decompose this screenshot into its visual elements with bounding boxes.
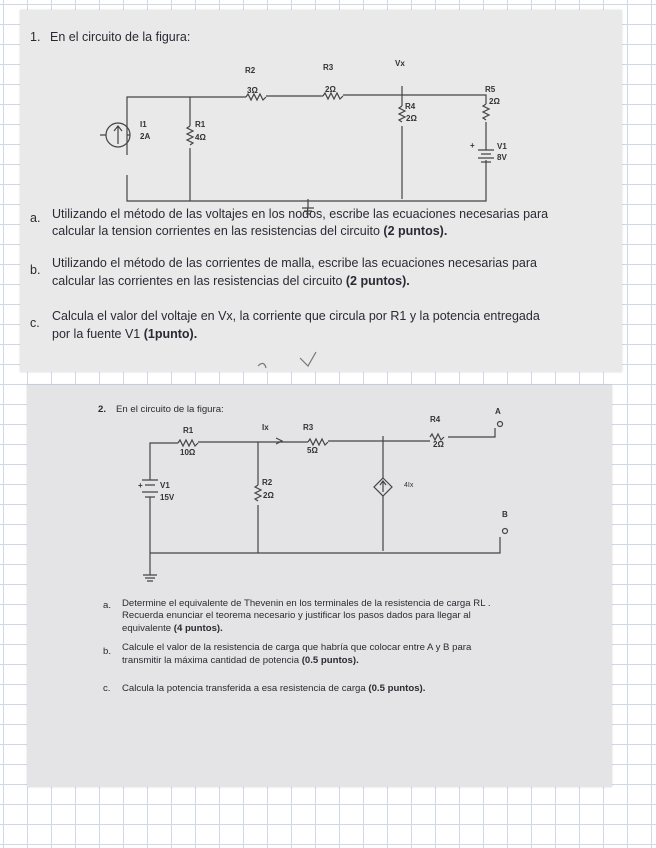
label: V1 (497, 142, 507, 151)
item-text: Utilizando el método de las corrientes de malla, escribe las ecuaciones necesarias para (52, 256, 537, 270)
terminal-b (503, 529, 508, 534)
label: V1 (160, 481, 170, 490)
label: 4Ω (195, 133, 206, 142)
problem2-number: 2. (98, 404, 107, 415)
label: R5 (485, 85, 496, 94)
terminal-a (498, 422, 503, 427)
label: R3 (323, 63, 334, 72)
label: 5Ω (307, 446, 318, 455)
label: 10Ω (180, 448, 196, 457)
label: 2Ω (263, 491, 274, 500)
item-text: calcular las corrientes en las resistencias del circuito (2 puntos). (52, 274, 410, 288)
item-text: Recuerda enunciar el teorema necesario y justificar los pasos dados para llegar al (122, 610, 471, 621)
item-letter: b. (30, 263, 41, 277)
item-text: Calcula el valor del voltaje en Vx, la corriente que circula por R1 y la potencia entregada (52, 309, 540, 323)
label: 2Ω (489, 97, 500, 106)
circuit1-wires (127, 86, 486, 214)
label: R2 (245, 66, 256, 75)
problem1-intro: En el circuito de la figura: (50, 30, 191, 44)
item-letter: b. (103, 646, 112, 657)
label: 4Ix (404, 482, 414, 489)
label: 2Ω (325, 85, 336, 94)
label: I1 (140, 120, 147, 129)
label: 8V (497, 153, 507, 162)
label: Ix (262, 423, 269, 432)
dependent-source (374, 478, 392, 496)
label: + (470, 141, 475, 150)
item-text: calcular la tension corrientes en las resistencias del circuito (2 puntos). (52, 224, 448, 238)
label: R1 (195, 120, 206, 129)
label: R4 (430, 415, 441, 424)
problem1-number: 1. (30, 30, 41, 44)
label: R1 (183, 426, 194, 435)
item-text: Utilizando el método de las voltajes en los nodos, escribe las ecuaciones necesarias para (52, 207, 549, 221)
label: Vx (395, 59, 405, 68)
item-letter: c. (103, 683, 111, 694)
battery-v1-2 (142, 480, 158, 505)
circuit2-resistors (178, 434, 444, 501)
label: R4 (405, 102, 416, 111)
circuit1-resistors (187, 93, 489, 145)
label: 15V (160, 493, 175, 502)
item-text: Calcule el valor de la resistencia de carga que habría que colocar entre A y B para (122, 642, 472, 653)
label: 3Ω (247, 86, 258, 95)
label: 2Ω (433, 440, 444, 449)
item-letter: c. (30, 316, 40, 330)
label: B (502, 510, 508, 519)
problem2-intro: En el circuito de la figura: (116, 404, 224, 415)
label: R3 (303, 423, 314, 432)
handwritten-check-icon (258, 352, 316, 368)
label: R2 (262, 478, 273, 487)
item-text: por la fuente V1 (1punto). (52, 327, 198, 341)
label: A (495, 407, 501, 416)
item-letter: a. (103, 600, 112, 611)
item-text: transmitir la máxima cantidad de potencia (0.5 puntos). (122, 655, 359, 666)
label: 2Ω (406, 114, 417, 123)
item-text: Determine el equivalente de Thevenin en los terminales de la resistencia de carga RL . (122, 598, 491, 609)
label: 2A (140, 132, 151, 141)
item-letter: a. (30, 211, 41, 225)
current-source-i1 (100, 123, 130, 147)
item-text: equivalente (4 puntos). (122, 623, 223, 634)
circuit2-wires (143, 428, 500, 581)
item-text: Calcula la potencia transferida a esa resistencia de carga (0.5 puntos). (122, 683, 426, 694)
label: + (138, 481, 143, 490)
